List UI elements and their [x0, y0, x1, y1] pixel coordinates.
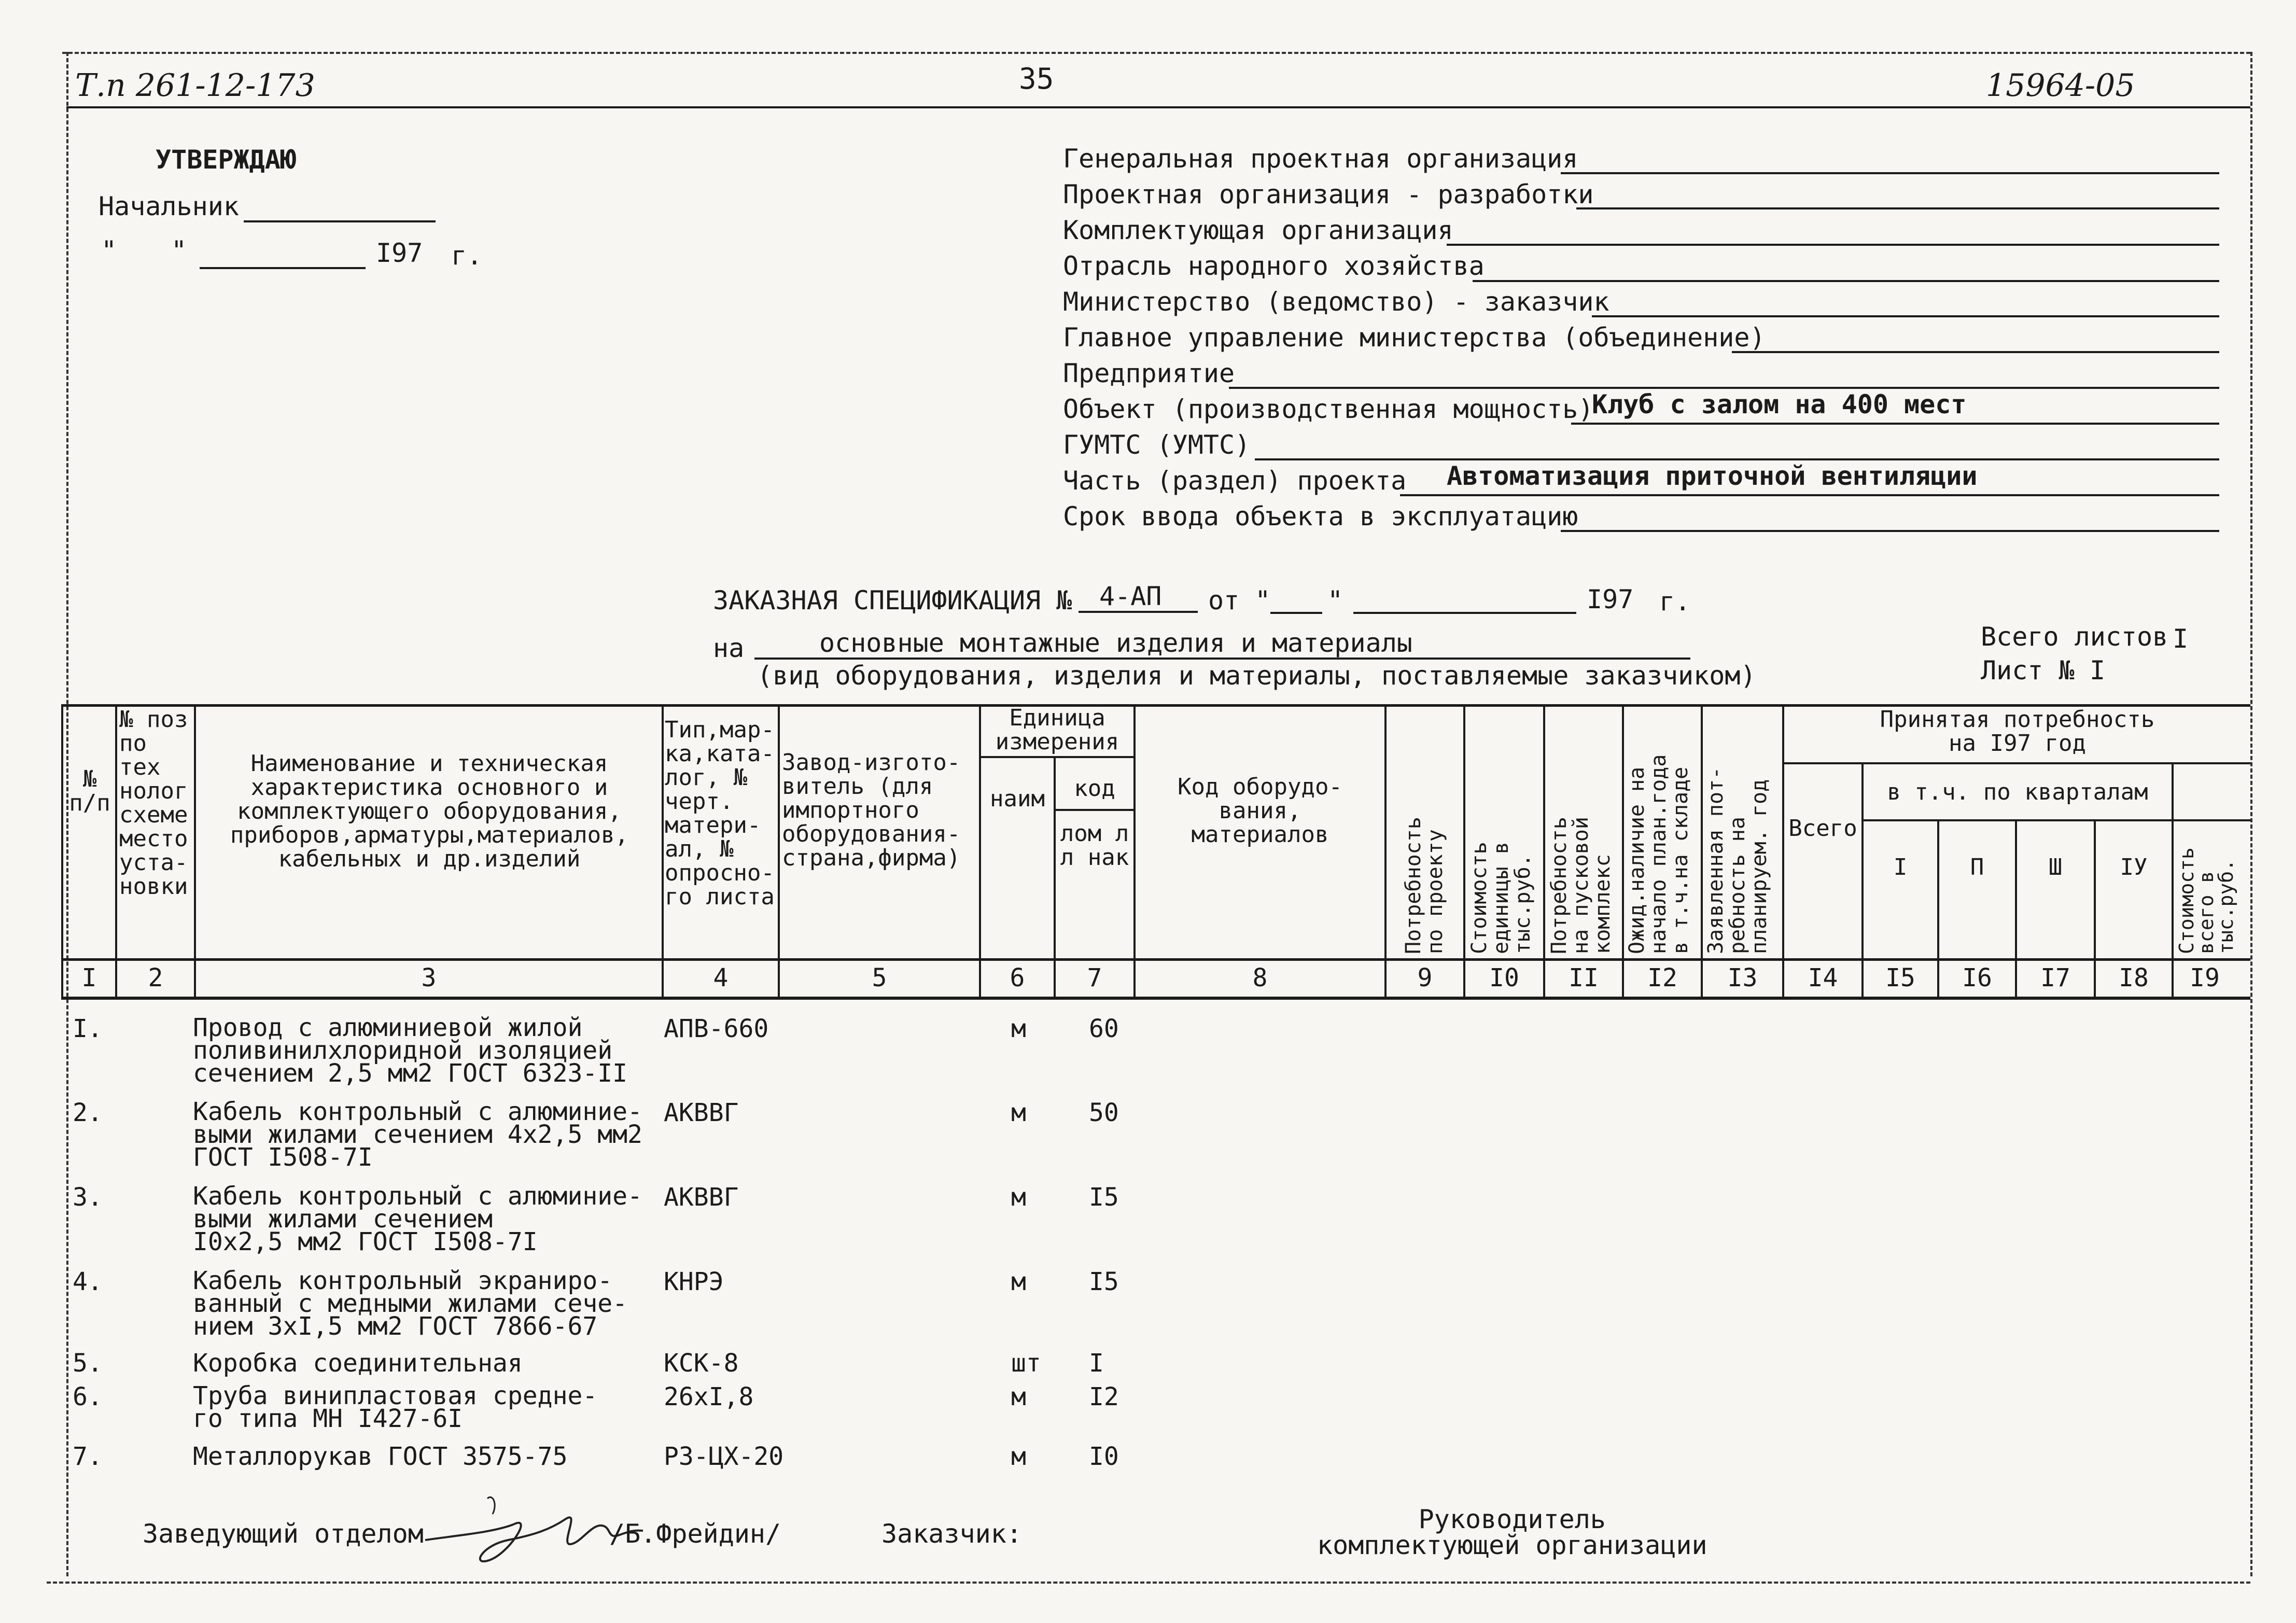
approval-title: УТВЕРЖДАЮ: [156, 145, 296, 175]
header-col-1: № п/п: [69, 767, 110, 815]
org-field-label: Министерство (ведомство) - заказчик: [1063, 287, 1609, 317]
row-qty: I: [1089, 1349, 1104, 1378]
header-col-10: Стоимость единицы в тыс.руб.: [1467, 842, 1535, 954]
org-field-line: [1732, 351, 2219, 353]
colnum: I6: [1962, 963, 1992, 992]
spec-from-label: от ": [1208, 585, 1271, 615]
row-type: КСК-8: [664, 1349, 739, 1378]
unit-group-line: [979, 756, 1133, 758]
colnum: I0: [1489, 963, 1519, 992]
doc-code-right: 15964-05: [1986, 67, 2135, 104]
header-q2: П: [1970, 856, 1984, 879]
colnum: 9: [1417, 963, 1433, 992]
colnum: I8: [2119, 963, 2149, 992]
total-sheets-value: I: [2173, 624, 2189, 654]
header-col-3: Наименование и техническая характеристика основного и комплектующего оборудования, приборов,арматуры,материалов, кабельных и др.изделий: [230, 752, 629, 871]
col-line: [1543, 704, 1545, 1000]
org-field-line: [1571, 423, 2219, 425]
total-sheets-label: Всего листов: [1981, 622, 2168, 652]
row-qty: I5: [1089, 1267, 1119, 1296]
approval-year-suffix: г.: [451, 241, 483, 271]
row-unit: м: [1011, 1183, 1026, 1212]
org-field-label: Проектная организация - разработки: [1063, 179, 1594, 209]
org-field-line: [1561, 530, 2219, 532]
header-col-13: Заявленная пот- ребность на планируем. год: [1704, 766, 1771, 954]
header-col-6: наим: [990, 787, 1045, 811]
approval-signature-line: [244, 220, 436, 222]
row-num: I.: [73, 1014, 103, 1043]
spec-year: I97: [1587, 584, 1634, 614]
row-name: Труба винипластовая средне- го типа МН I427-6I: [193, 1381, 598, 1433]
header-col-9: Потребность по проекту: [1402, 817, 1447, 954]
colnum: 4: [713, 963, 729, 992]
org-field-label: Часть (раздел) проекта: [1063, 466, 1407, 496]
row-name: Кабель контрольный с алюминие- выми жилами сечением I0х2,5 мм2 ГОСТ I508-7I: [193, 1182, 642, 1256]
row-name: Кабель контрольный с алюминие- выми жилами сечением 4х2,5 мм2 ГОСТ I508-7I: [193, 1097, 642, 1172]
header-col-19: Стоимость всего в тыс.руб.: [2175, 847, 2237, 954]
row-unit: м: [1011, 1267, 1026, 1296]
row-type: 26хI,8: [664, 1382, 754, 1411]
colnum: 8: [1252, 963, 1268, 992]
row-num: 4.: [73, 1267, 103, 1296]
spec-from-quote-close: ": [1327, 585, 1343, 615]
spec-on-label: на: [713, 633, 745, 663]
header-col-2: № поз по тех нолог схеме место уста- новки: [119, 708, 188, 899]
row-type: КНРЭ: [664, 1267, 724, 1296]
row-num: 2.: [73, 1098, 103, 1127]
row-unit: шт: [1011, 1349, 1041, 1378]
code-split-line: [1055, 809, 1133, 811]
org-field-label: Отрасль народного хозяйства: [1063, 251, 1485, 281]
approval-date-line: [200, 267, 366, 269]
org-field-line: [1229, 387, 2219, 389]
row-name: Металлорукав ГОСТ 3575-75: [193, 1442, 568, 1471]
org-field-label: ГУМТС (УМТС): [1063, 430, 1251, 460]
org-field-line: [1447, 244, 2219, 246]
col-line: [778, 704, 780, 1000]
row-name: Коробка соединительная: [193, 1349, 523, 1378]
org-field-label: Срок ввода объекта в эксплуатацию: [1063, 501, 1578, 531]
org-field-label: Главное управление министерства (объединение): [1063, 323, 1766, 353]
approval-quote-close: ": [171, 235, 187, 265]
org-field-line: [1400, 494, 2219, 496]
row-unit: м: [1011, 1098, 1026, 1127]
org-field-line: [1255, 458, 2219, 460]
row-qty: I2: [1089, 1382, 1119, 1411]
row-num: 3.: [73, 1183, 103, 1212]
row-qty: I5: [1089, 1183, 1119, 1212]
top-border: [62, 52, 2250, 54]
colnum: I9: [2190, 963, 2220, 992]
org-field-label: Комплектующая организация: [1063, 215, 1453, 245]
col-line: [1133, 704, 1136, 1000]
header-col-7-bottom: лом л л нак: [1060, 822, 1129, 870]
header-col-12: Ожид.наличие на начало план.года в т.ч.на складе: [1625, 754, 1692, 954]
row-unit: м: [1011, 1382, 1026, 1411]
col-line: [115, 704, 117, 1000]
header-col-4: Тип,мар- ка,ката- лог, № черт. матери- ал, № опросно- го листа: [665, 718, 775, 909]
header-quarters: в т.ч. по кварталам: [1887, 780, 2148, 804]
row-qty: I0: [1089, 1442, 1119, 1471]
spec-title: ЗАКАЗНАЯ СПЕЦИФИКАЦИЯ №: [713, 585, 1072, 615]
colnum: I7: [2040, 963, 2070, 992]
header-q3: Ш: [2048, 856, 2063, 879]
colnum: 5: [872, 963, 887, 992]
header-col-14: Всего: [1788, 817, 1857, 841]
stamp-underline: [66, 106, 2250, 108]
col-line: [1701, 704, 1703, 1000]
col-line: [662, 704, 664, 1000]
org-field-line: [1561, 172, 2219, 174]
header-q1: I: [1893, 856, 1908, 879]
colnum: 2: [148, 963, 163, 992]
row-type: АКВВГ: [664, 1183, 739, 1212]
colnum: 7: [1087, 963, 1102, 992]
table-header-bottom-line: [61, 958, 2250, 961]
row-num: 6.: [73, 1382, 103, 1411]
table-top-line: [61, 704, 2250, 707]
row-num: 5.: [73, 1349, 103, 1378]
spec-day-line: [1270, 612, 1322, 614]
row-num: 7.: [73, 1442, 103, 1471]
col-line: [1463, 704, 1465, 1000]
bottom-border: [47, 1582, 2250, 1584]
sheet-value: I: [2090, 655, 2106, 685]
row-type: АПВ-660: [664, 1014, 769, 1043]
org-field-value: Клуб с залом на 400 мест: [1592, 389, 1967, 419]
org-field-line: [1473, 280, 2219, 282]
header-col-8: Код оборудо- вания, материалов: [1178, 775, 1342, 847]
row-type: Р3-ЦХ-20: [664, 1442, 784, 1471]
row-unit: м: [1011, 1014, 1026, 1043]
header-col-5: Завод-изгото- витель (для импортного оборудования- страна,фирма): [782, 751, 961, 870]
org-field-line: [1592, 315, 2219, 317]
colnum: I3: [1727, 963, 1758, 992]
spec-year-suffix: г.: [1659, 586, 1691, 617]
approval-quote-open: ": [101, 235, 117, 265]
spec-subject-caption: (вид оборудования, изделия и материалы, поставляемые заказчиком): [757, 661, 1756, 691]
colnum: II: [1569, 963, 1599, 992]
row-name: Провод с алюминиевой жилой поливинилхлоридной изоляцией сечением 2,5 мм2 ГОСТ 6323-II: [193, 1013, 628, 1088]
spec-date-line: [1353, 612, 1576, 614]
page-number: 35: [1019, 62, 1054, 96]
head-of-department-label: Заведующий отделом: [143, 1519, 424, 1549]
spec-number-line: [1079, 611, 1198, 613]
row-qty: 50: [1089, 1098, 1119, 1127]
customer-label: Заказчик:: [881, 1519, 1022, 1549]
spec-subject: основные монтажные изделия и материалы: [819, 628, 1412, 658]
sheet-label: Лист №: [1981, 655, 2075, 685]
org-head-label: Руководитель комплектующей организации: [1317, 1504, 1707, 1560]
row-unit: м: [1011, 1442, 1026, 1471]
doc-code-left: Т.п 261-12-173: [75, 67, 315, 104]
colnum: I5: [1885, 963, 1915, 992]
col-line: [194, 704, 196, 1000]
spec-subject-line: [754, 657, 1690, 660]
right-border: [2250, 52, 2252, 1576]
org-field-label: Предприятие: [1063, 358, 1235, 388]
colnum: I2: [1647, 963, 1677, 992]
org-field-line: [1576, 207, 2219, 209]
approval-year: I97: [376, 238, 423, 268]
col-line: [61, 704, 63, 1000]
colnum: 6: [1010, 963, 1025, 992]
head-of-department-name: /Б.Фрейдин/: [609, 1519, 781, 1549]
header-unit-group: Единица измерения: [995, 706, 1119, 754]
approval-position: Начальник: [99, 191, 239, 221]
header-q4: IУ: [2120, 856, 2148, 879]
row-qty: 60: [1089, 1014, 1119, 1043]
header-col-7-top: код: [1074, 777, 1115, 801]
colnum: 3: [421, 963, 437, 992]
row-name: Кабель контрольный экраниро- ванный с медными жилами сече- нием 3хI,5 мм2 ГОСТ 7866-67: [193, 1266, 628, 1341]
col-line: [1384, 704, 1387, 1000]
row-type: АКВВГ: [664, 1098, 739, 1127]
spec-number: 4-АП: [1099, 581, 1162, 611]
colnum: I: [81, 963, 97, 992]
accepted-line: [1782, 762, 2250, 764]
col-line: [1622, 704, 1624, 1000]
table-numbers-bottom-line: [61, 997, 2250, 1000]
header-accepted: Принятая потребность на I97 год: [1880, 708, 2155, 755]
org-field-value: Автоматизация приточной вентиляции: [1447, 461, 1978, 491]
colnum: I4: [1808, 963, 1838, 992]
org-field-label: Объект (производственная мощность): [1063, 394, 1594, 424]
org-field-label: Генеральная проектная организация: [1063, 144, 1578, 174]
header-col-11: Потребность на пусковой комплекс: [1547, 817, 1615, 954]
